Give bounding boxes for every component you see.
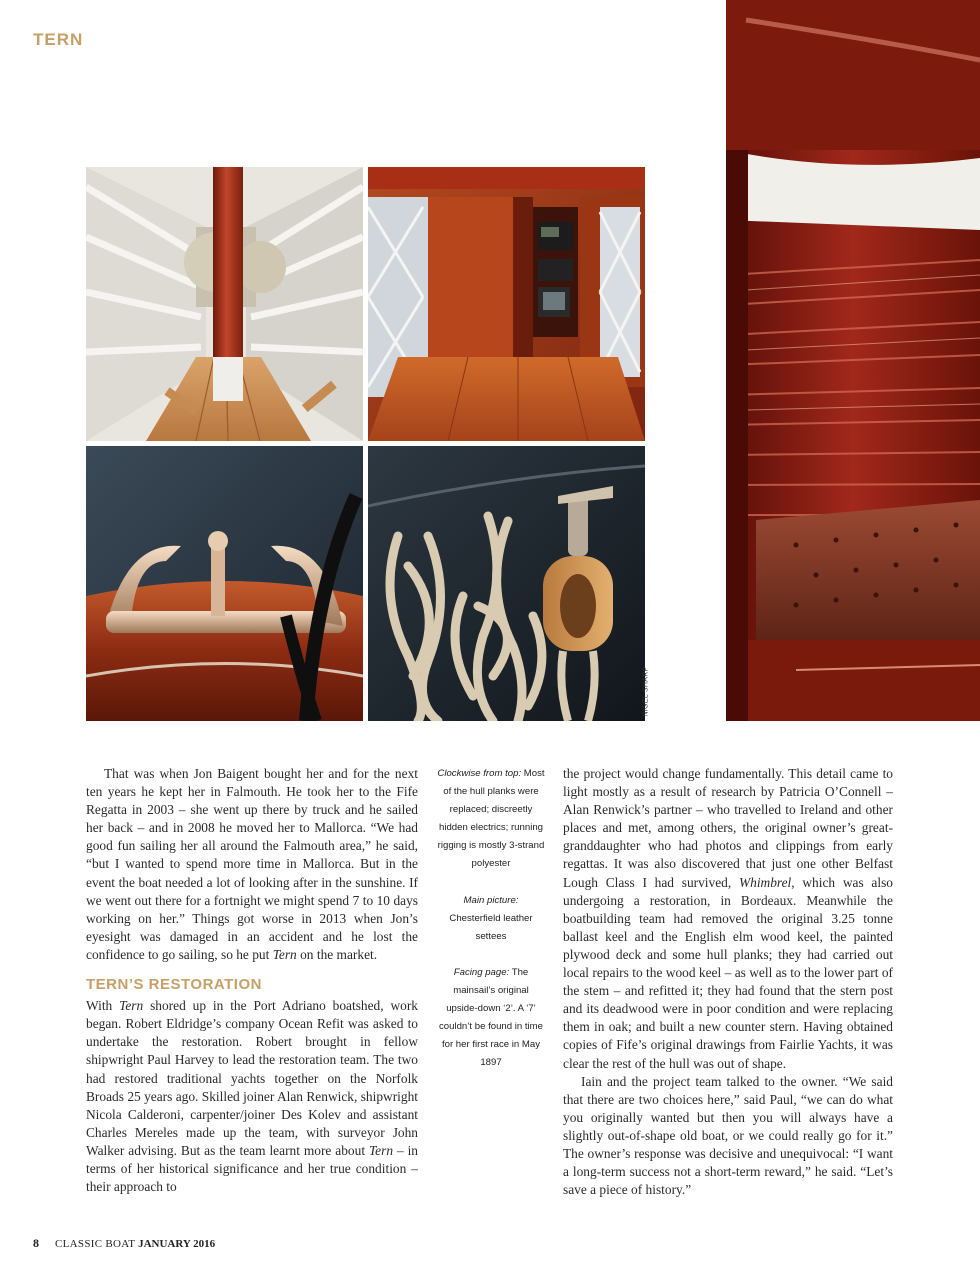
running-head: TERN [33,30,84,49]
photo-captions [437,765,545,1090]
photo-hull-interior [86,167,363,441]
photo-cleat [86,446,363,721]
page-footer [33,1236,215,1251]
caption: Main picture: Chesterfield leather settees [449,894,533,942]
paragraph: Iain and the project team talked to the owner. “We said that there are two choices here,” said Paul, “we can do what you originally wanted but then you will always have a slightly out-of-shape old boat, or we could really go for it.” The owner’s response was decisive and unequivocal: “I want a long-term success not a short-term reward,” he said. “Let’s save a piece of history.” [563,1073,893,1198]
paragraph: the project would change fundamentally. This detail came to light mostly as a result of research by Patricia O’Connell – Alan Renwick’s partner – who travelled to Ireland and other places and met, among others, the original owner’s great-granddaughter who had photos and clippings from early regattas. It was also discovered that just one other Belfast Lough Class I had survived, Whimbrel, which was also undergoing a restoration, in Bordeaux. Meanwhile the boatbuilding team had removed the original 3.25 tonne ballast keel and the English elm wood keel, the painted plywood deck and some hull planks; they had carried out local repairs to the wood keel – as well as to the lower part of the stem – and refitted it; they had found that the stern post and its deadwood were in poor condition and were replacing them in oak; and built a new counter stern. Having obtained copies of Fife’s original drawings from Fairlie Yachts, it was clear the rest of the hull was out of shape. [563,766,893,1071]
caption: Facing page: The mainsail’s original upside-down ‘2’. A ‘7’ couldn’t be found in time for her first race in May 1897 [439,966,543,1069]
page-number: 8 [33,1236,39,1250]
paragraph: With Tern shored up in the Port Adriano boatshed, work began. Robert Eldridge’s company Ocean Refit was asked to undertake the restoration. Robert brought in fellow shipwright Paul Harvey to lead the restoration team. The two had restored traditional yachts together on the Norfolk Broads 25 years ago. Skilled joiner Alan Renwick, shipwright Nicola Calderoni, carpenter/joiner Des Kolev and assistant Charles Mereles made up the team, with surveyor John Walker advising. But as the team learnt more about Tern – in terms of her historical significance and her true condition – their approach to [86,998,419,1195]
photo-main-settees [726,0,980,721]
article-column-left [86,765,418,1196]
magazine-name: CLASSIC BOAT [55,1238,136,1250]
photo-credit: NIGEL SHARP [642,666,650,717]
article-column-right [563,765,893,1199]
caption: Clockwise from top: Most of the hull planks were replaced; discreetly hidden electrics; running rigging is mostly 3-strand polyester [437,768,545,870]
photo-rigging [368,446,645,721]
photo-electrics [368,167,645,441]
issue-date: JANUARY 2016 [138,1238,216,1250]
section-subhead: TERN’S RESTORATION [86,976,262,994]
paragraph: That was when Jon Baigent bought her and for the next ten years he kept her in Falmouth. He took her to the Fife Regatta in 2003 – she went up there by truck and he sailed her back – and in 2008 he moved her to Mallorca. “We had good fun sailing her all around the Falmouth area,” he said, “but I wanted to spend more time in Mallorca. But in the event the boat needed a lot of looking after in the sunshine. If we went out there for a fortnight we might spend 7 to 10 days working on her.” Things got worse in 2013 when Jon’s eyesight was damaged in an accident and he lost the confidence to go sailing, so he put Tern on the market. [86,766,418,962]
